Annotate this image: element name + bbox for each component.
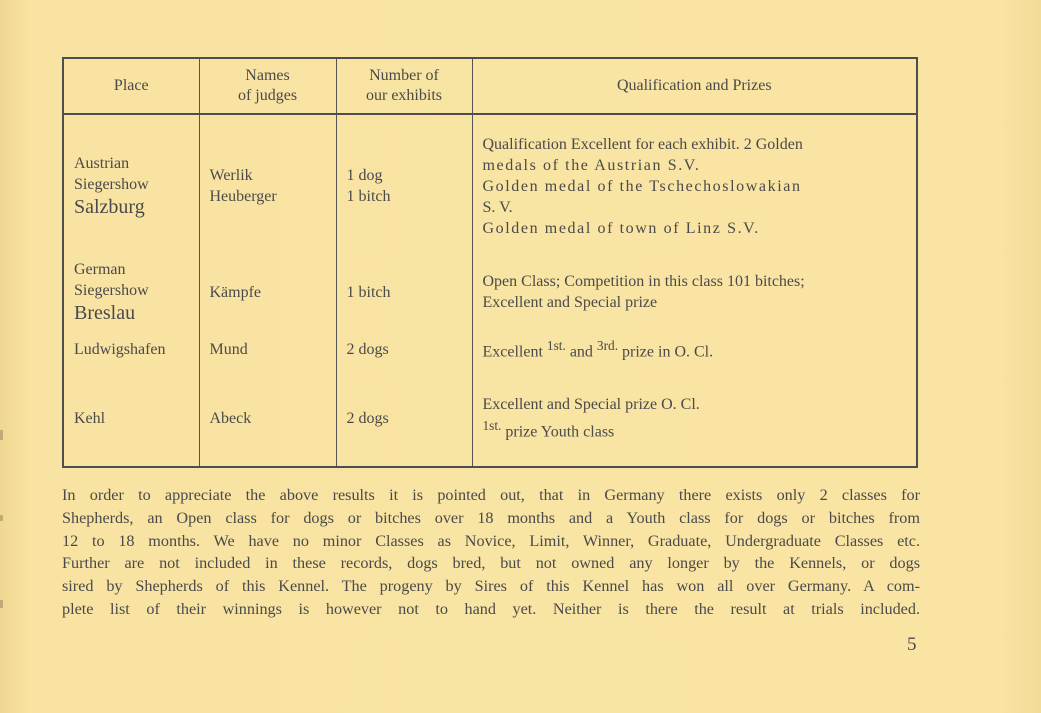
cell-qualification (472, 327, 917, 371)
cell-place (63, 114, 199, 257)
qual-line: medals of the Austrian S.V. (482, 156, 701, 174)
explanatory-paragraph (62, 484, 920, 621)
judge-name: Kämpfe (209, 283, 262, 301)
header-judges (199, 58, 336, 114)
table-row (63, 114, 917, 257)
judge-name: Abeck (209, 410, 252, 427)
cell-judges (199, 114, 336, 257)
paper-edge-mark (0, 430, 3, 440)
place-line: Austrian (74, 154, 130, 172)
qual-line: Excellent and Special prize (482, 294, 658, 311)
cell-judges (199, 327, 336, 371)
cell-judges (199, 371, 336, 467)
header-place: Place (63, 58, 199, 114)
cell-qualification (472, 114, 917, 257)
paper-edge-mark (0, 515, 3, 521)
header-judges-line2: of judges (237, 87, 298, 104)
ordinal-superscript: 1st. (546, 338, 566, 354)
exhibit-count: 1 bitch (346, 188, 391, 205)
cell-qualification (472, 257, 917, 327)
qual-line: Golden medal of the Tschechoslowakian (482, 177, 802, 195)
qual-line: Golden medal of town of Linz S.V. (482, 219, 760, 237)
exhibit-count: 2 dogs (346, 410, 389, 427)
paragraph-line: plete list of their winnings is however not to hand yet. Neither is there the result at trials included. (62, 599, 920, 618)
exhibit-count: 1 bitch (346, 283, 391, 301)
judge-name: Heuberger (209, 188, 277, 205)
qual-line (483, 415, 907, 442)
paragraph-line: Further are not included in these records, dogs bred, but not owned any longer by the Kennels, or dogs (62, 554, 920, 573)
cell-judges (199, 257, 336, 327)
header-exhibits-line2: our exhibits (366, 87, 442, 104)
place-line: Ludwigshafen (74, 340, 166, 358)
cell-exhibits (336, 114, 472, 257)
paragraph-line: Shepherds, an Open class for dogs or bitches over 18 months and a Youth class for dogs or bitches from (62, 508, 920, 527)
cell-exhibits (336, 371, 472, 467)
paragraph-line: 12 to 18 months. We have no minor Classes as Novice, Limit, Winner, Graduate, Undergraduate Classes etc. (62, 531, 920, 550)
table-row (63, 327, 917, 371)
qual-line: Excellent and Special prize O. Cl. (482, 396, 700, 414)
paper-edge-mark (0, 600, 3, 608)
cell-qualification (472, 371, 917, 467)
paragraph-line: sired by Shepherds of this Kennel. The progeny by Sires of this Kennel has won all over Germany. A com- (62, 577, 920, 596)
ordinal-superscript: 1st. (482, 418, 502, 434)
place-city: Salzburg (74, 195, 145, 218)
qual-text: and (565, 343, 597, 361)
qual-text: Excellent (482, 343, 547, 361)
results-table (62, 57, 918, 468)
cell-exhibits (336, 257, 472, 327)
judge-name: Mund (209, 340, 248, 358)
cell-exhibits (336, 327, 472, 371)
table-row (63, 257, 917, 327)
table-row (63, 371, 917, 467)
ordinal-superscript: 3rd. (596, 338, 619, 354)
qual-line: Open Class; Competition in this class 101 bitches; (482, 273, 805, 290)
judge-name: Werlik (209, 167, 253, 184)
header-judges-line1: Names (245, 67, 290, 84)
qual-line: Qualification Excellent for each exhibit. 2 Golden (482, 135, 803, 153)
cell-place (63, 327, 199, 371)
place-line: Siegershow (74, 281, 149, 299)
header-exhibits-line1: Number of (369, 67, 439, 84)
qual-line: S. V. (482, 198, 513, 216)
cell-place (63, 257, 199, 327)
place-line: German (74, 260, 126, 278)
qual-text: prize Youth class (501, 423, 615, 441)
paragraph-line: In order to appreciate the above results it is pointed out, that in Germany there exists only 2 classes for (62, 486, 920, 504)
table-header-row (63, 58, 917, 114)
exhibit-count: 1 dog (346, 167, 383, 184)
header-qualification: Qualification and Prizes (472, 58, 917, 114)
page-number: 5 (907, 634, 917, 655)
exhibit-count: 2 dogs (346, 340, 389, 358)
place-line: Siegershow (74, 175, 149, 193)
cell-place (63, 371, 199, 467)
header-exhibits (336, 58, 472, 114)
place-city: Breslau (74, 301, 136, 324)
qual-text: prize in O. Cl. (618, 343, 714, 361)
place-line: Kehl (74, 410, 106, 427)
qual-line (483, 335, 907, 362)
